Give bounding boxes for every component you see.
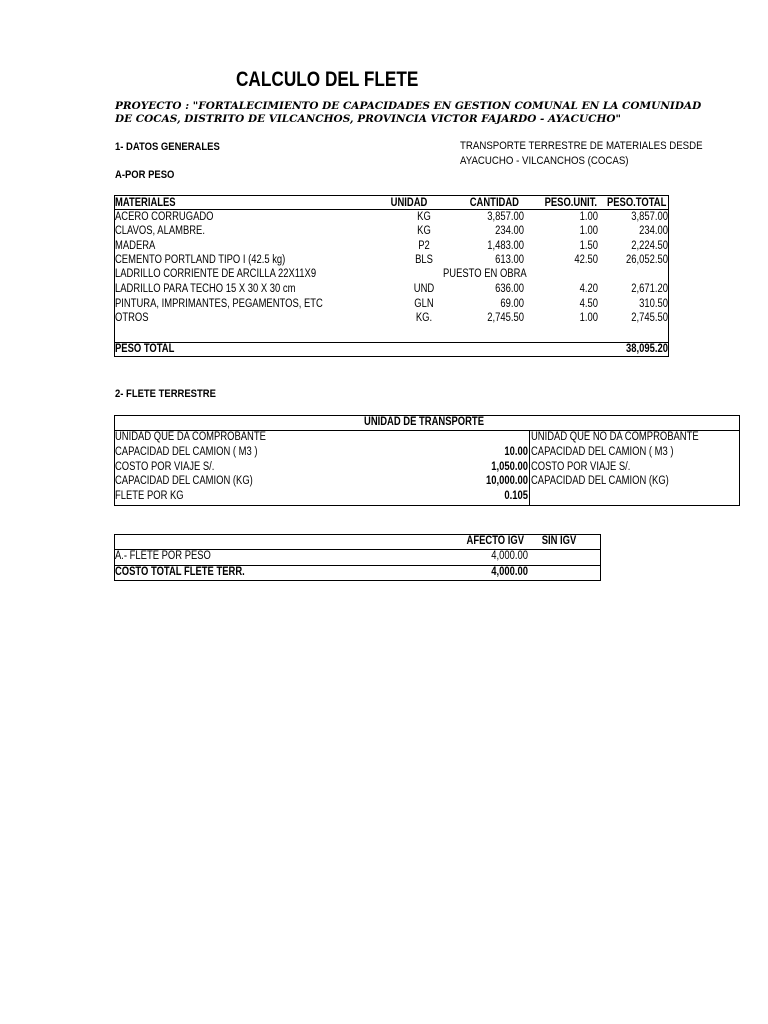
project-description: PROYECTO : "FORTALECIMIENTO DE CAPACIDADES EN GESTION COMUNAL EN LA COMUNIDAD DE COCAS, DISTRITO DE VILCANCHOS, PROVINCIA VICTOR FAJARDO - AYACUCHO": [115, 100, 702, 125]
transport-unit-header: UNIDAD DE TRANSPORTE: [364, 416, 484, 428]
page-title: CALCULO DEL FLETE: [235, 68, 419, 91]
material-unit: GLN: [414, 298, 434, 310]
transport-left-value: 1,050.00: [491, 461, 528, 473]
transport-right-label: CAPACIDAD DEL CAMION ( M3 ): [531, 446, 674, 458]
transport-left-label: CAPACIDAD DEL CAMION (KG): [115, 475, 253, 487]
material-unit: KG.: [415, 312, 433, 324]
header-unidad: UNIDAD: [390, 197, 428, 209]
material-unit-weight: 1.00: [579, 225, 598, 237]
material-unit: P2: [418, 240, 430, 252]
col-afecto-igv: AFECTO IGV: [466, 535, 524, 547]
material-unit: UND: [413, 283, 435, 295]
freight-summary-table: [114, 534, 601, 581]
material-qty: 2,745.50: [487, 312, 524, 324]
material-total-weight: 310.50: [639, 298, 668, 310]
material-qty: 234.00: [495, 225, 524, 237]
materials-table: [114, 195, 669, 357]
transport-left-label: COSTO POR VIAJE S/.: [115, 461, 215, 473]
material-name: OTROS: [115, 312, 149, 324]
material-name: PINTURA, IMPRIMANTES, PEGAMENTOS, ETC: [115, 298, 323, 310]
material-total-weight: 2,224.50: [631, 240, 668, 252]
material-name: ACERO CORRUGADO: [115, 211, 214, 223]
material-total-weight: 234.00: [639, 225, 668, 237]
material-unit-weight: 4.50: [579, 298, 598, 310]
material-unit-weight: 1.00: [579, 211, 598, 223]
material-unit-weight: 42.50: [574, 254, 598, 266]
material-name: LADRILLO CORRIENTE DE ARCILLA 22X11X9: [115, 268, 317, 280]
transport-left-label: CAPACIDAD DEL CAMION ( M3 ): [115, 446, 258, 458]
header-peso-total: PESO.TOTAL: [606, 197, 667, 209]
material-unit: KG: [417, 225, 431, 237]
transport-left-label: FLETE POR KG: [115, 490, 184, 502]
subsection-por-peso: A-POR PESO: [115, 169, 175, 181]
transport-right-label: UNIDAD QUE NO DA COMPROBANTE: [531, 431, 699, 443]
material-qty: 1,483.00: [487, 240, 524, 252]
material-qty: 636.00: [495, 283, 524, 295]
costo-total-label: COSTO TOTAL FLETE TERR.: [115, 566, 245, 578]
flete-por-peso-label: A.- FLETE POR PESO: [115, 550, 211, 562]
transport-unit-table: [114, 415, 740, 506]
section-datos-generales: 1- DATOS GENERALES: [115, 141, 220, 153]
header-peso-unit: PESO.UNIT.: [544, 197, 597, 209]
transport-right-label: COSTO POR VIAJE S/.: [531, 461, 631, 473]
material-qty: 69.00: [500, 298, 524, 310]
transport-left-value: 10.00: [504, 446, 528, 458]
material-unit-weight: 4.20: [579, 283, 598, 295]
material-total-weight: 2,671.20: [631, 283, 668, 295]
costo-total-value: 4,000.00: [491, 566, 528, 578]
material-total-weight: 2,745.50: [631, 312, 668, 324]
peso-total-label: PESO TOTAL: [115, 343, 175, 355]
material-qty: 3,857.00: [487, 211, 524, 223]
header-cantidad: CANTIDAD: [469, 197, 519, 209]
transport-left-label: UNIDAD QUE DA COMPROBANTE: [115, 431, 266, 443]
section-flete-terrestre: 2- FLETE TERRESTRE: [115, 388, 216, 400]
header-materiales: MATERIALES: [115, 197, 176, 209]
transport-left-value: 10,000.00: [486, 475, 528, 487]
transport-left-value: 0.105: [504, 490, 528, 502]
material-qty: 613.00: [495, 254, 524, 266]
material-qty: PUESTO EN OBRA: [443, 268, 527, 280]
material-unit-weight: 1.50: [579, 240, 598, 252]
transport-right-label: CAPACIDAD DEL CAMION (KG): [531, 475, 669, 487]
material-unit: BLS: [415, 254, 433, 266]
transport-note-line1: TRANSPORTE TERRESTRE DE MATERIALES DESDE: [460, 140, 703, 152]
peso-total-value: 38,095.20: [626, 343, 668, 355]
col-sin-igv: SIN IGV: [541, 535, 577, 547]
material-unit-weight: 1.00: [579, 312, 598, 324]
material-total-weight: 26,052.50: [626, 254, 668, 266]
transport-note-line2: AYACUCHO - VILCANCHOS (COCAS): [460, 155, 629, 167]
material-name: MADERA: [115, 240, 156, 252]
material-name: LADRILLO PARA TECHO 15 X 30 X 30 cm: [115, 283, 296, 295]
material-unit: KG: [417, 211, 431, 223]
material-total-weight: 3,857.00: [631, 211, 668, 223]
material-name: CLAVOS, ALAMBRE.: [115, 225, 205, 237]
flete-por-peso-value: 4,000.00: [491, 550, 528, 562]
material-name: CEMENTO PORTLAND TIPO I (42.5 kg): [115, 254, 286, 266]
